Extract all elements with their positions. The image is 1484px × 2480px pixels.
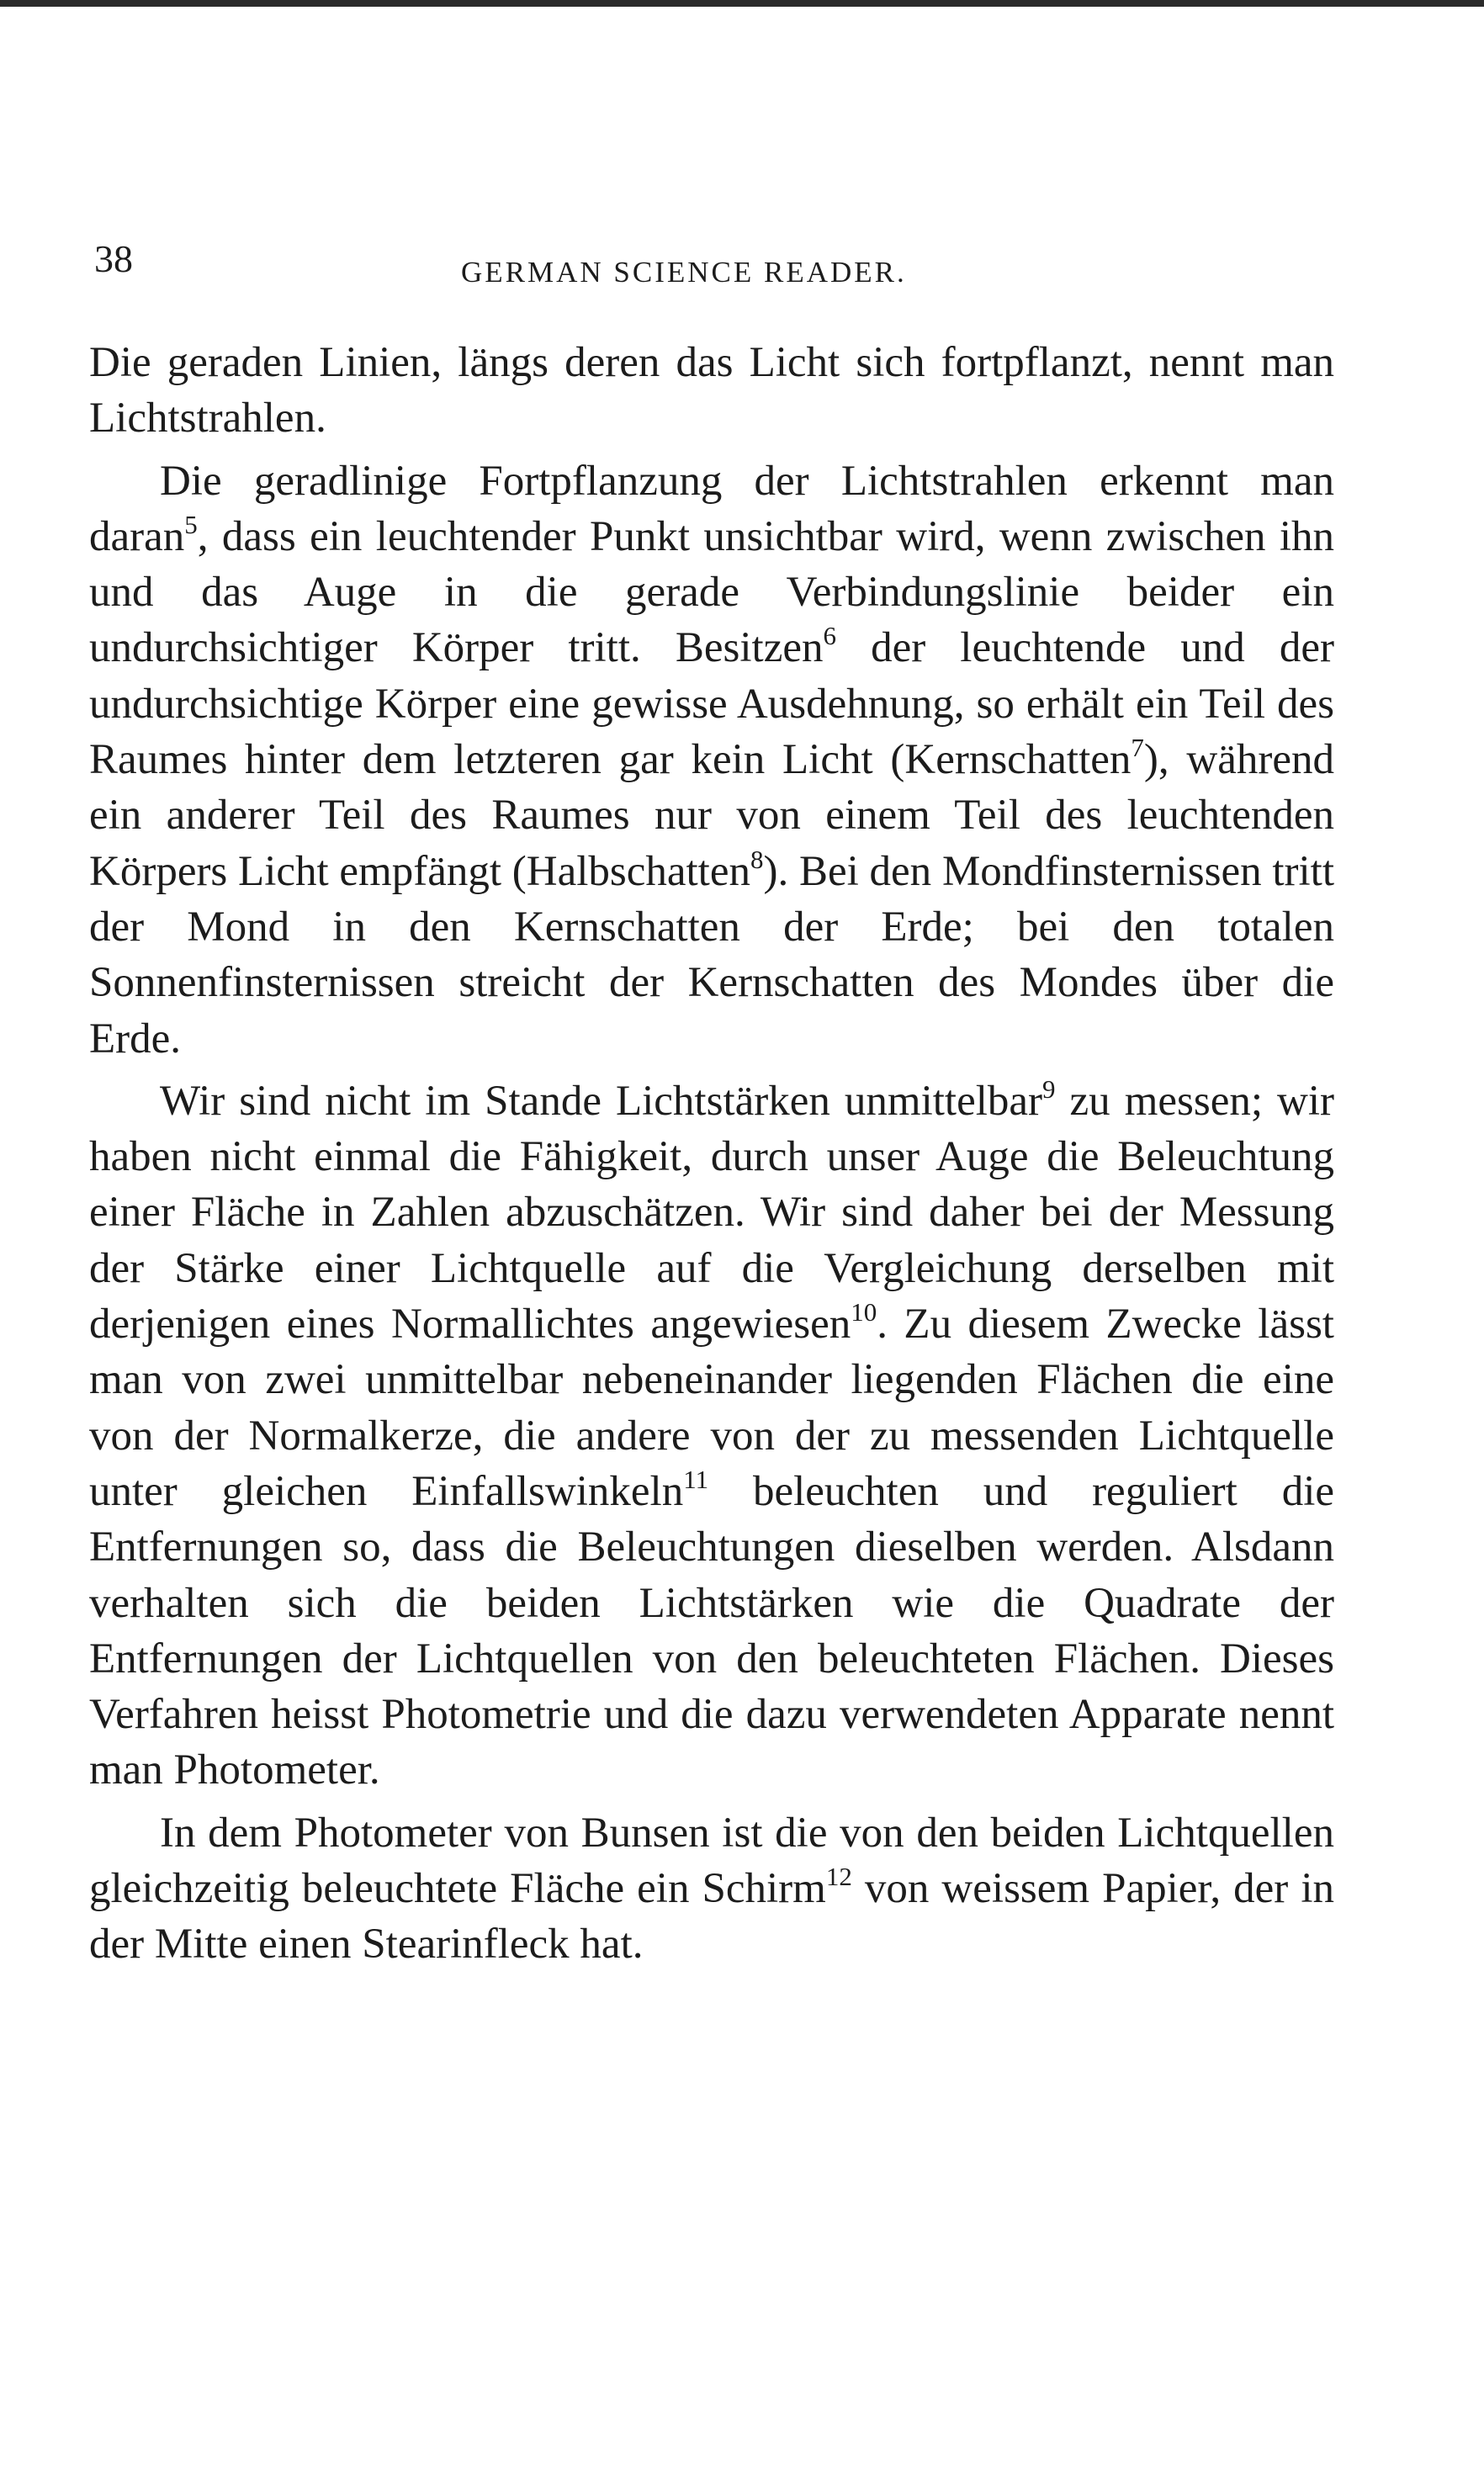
footnote-ref: 8	[750, 844, 764, 874]
text-run: Die geraden Linien, längs deren das Licht sich fortpflanzt, nennt man Lichtstrahlen.	[89, 339, 1334, 442]
paragraph	[89, 1073, 1334, 1799]
footnote-ref: 11	[683, 1464, 709, 1494]
text-run: Die geradlinige Fortpflanzung der Lichtstrahlen erkennt man daran	[89, 457, 1334, 560]
running-head: GERMAN SCIENCE READER.	[461, 256, 907, 289]
top-border-rule	[0, 0, 1484, 7]
footnote-ref: 7	[1131, 733, 1144, 763]
page-number: 38	[94, 237, 133, 280]
footnote-ref: 6	[823, 621, 836, 651]
text-run: zu messen; wir haben nicht einmal die Fähigkeit, durch unser Auge die Beleuchtung einer Fläche in Zahlen abzuschätzen. Wir sind daher bei der Messung der Stärke einer Lichtquelle auf die Vergleichung derselben mit derjenigen eines Normallichtes angewiesen	[89, 1077, 1334, 1349]
paragraph	[89, 453, 1334, 1067]
paragraph	[89, 1805, 1334, 1973]
footnote-ref: 5	[184, 509, 198, 539]
text-run: In dem Photometer von Bunsen ist die von den beiden Lichtquellen gleichzeitig beleuchtete Fläche ein Schirm	[89, 1809, 1334, 1913]
text-run: ). Bei den Mondfinsternissen tritt der Mond in den Kernschatten der Erde; bei den totalen Sonnenfinsternissen streicht der Kernschatten des Mondes über die Erde.	[89, 847, 1334, 1062]
text-run: von weissem Papier, der in der Mitte einen Stearinfleck hat.	[89, 1865, 1334, 1969]
text-run: , dass ein leuchtender Punkt unsichtbar wird, wenn zwischen ihn und das Auge in die gerade Verbindungslinie beider ein undurchsichtiger Körper tritt. Besitzen	[89, 512, 1334, 672]
footnote-ref: 12	[825, 1862, 852, 1892]
text-run: . Zu diesem Zwecke lässt man von zwei unmittelbar nebeneinander liegenden Flächen die eine von der Normalkerze, die andere von der zu messenden Lichtquelle unter gleichen Einfallswinkeln	[89, 1301, 1334, 1515]
footnote-ref: 10	[851, 1297, 877, 1327]
text-run: beleuchten und reguliert die Entfernungen so, dass die Beleuchtungen dieselben werden. Alsdann verhalten sich die beiden Lichtstärken wie die Quadrate der Entfernungen der Lichtquellen von den beleuchteten Flächen. Dieses Verfahren heisst Photometrie und die dazu verwendeten Apparate nennt man Photometer.	[89, 1467, 1334, 1794]
text-run: der leuchtende und der undurchsichtige Körper eine gewisse Ausdehnung, so erhält ein Teil des Raumes hinter dem letzteren gar kein Licht (Kernschatten	[89, 624, 1335, 784]
text-run: Wir sind nicht im Stande Lichtstärken unmittelbar	[160, 1077, 1043, 1125]
body-text	[89, 335, 1334, 1973]
footnote-ref: 9	[1042, 1073, 1056, 1104]
paragraph	[89, 335, 1334, 447]
text-run: ), während ein anderer Teil des Raumes nur von einem Teil des leuchtenden Körpers Licht empfängt (Halbschatten	[89, 736, 1334, 895]
